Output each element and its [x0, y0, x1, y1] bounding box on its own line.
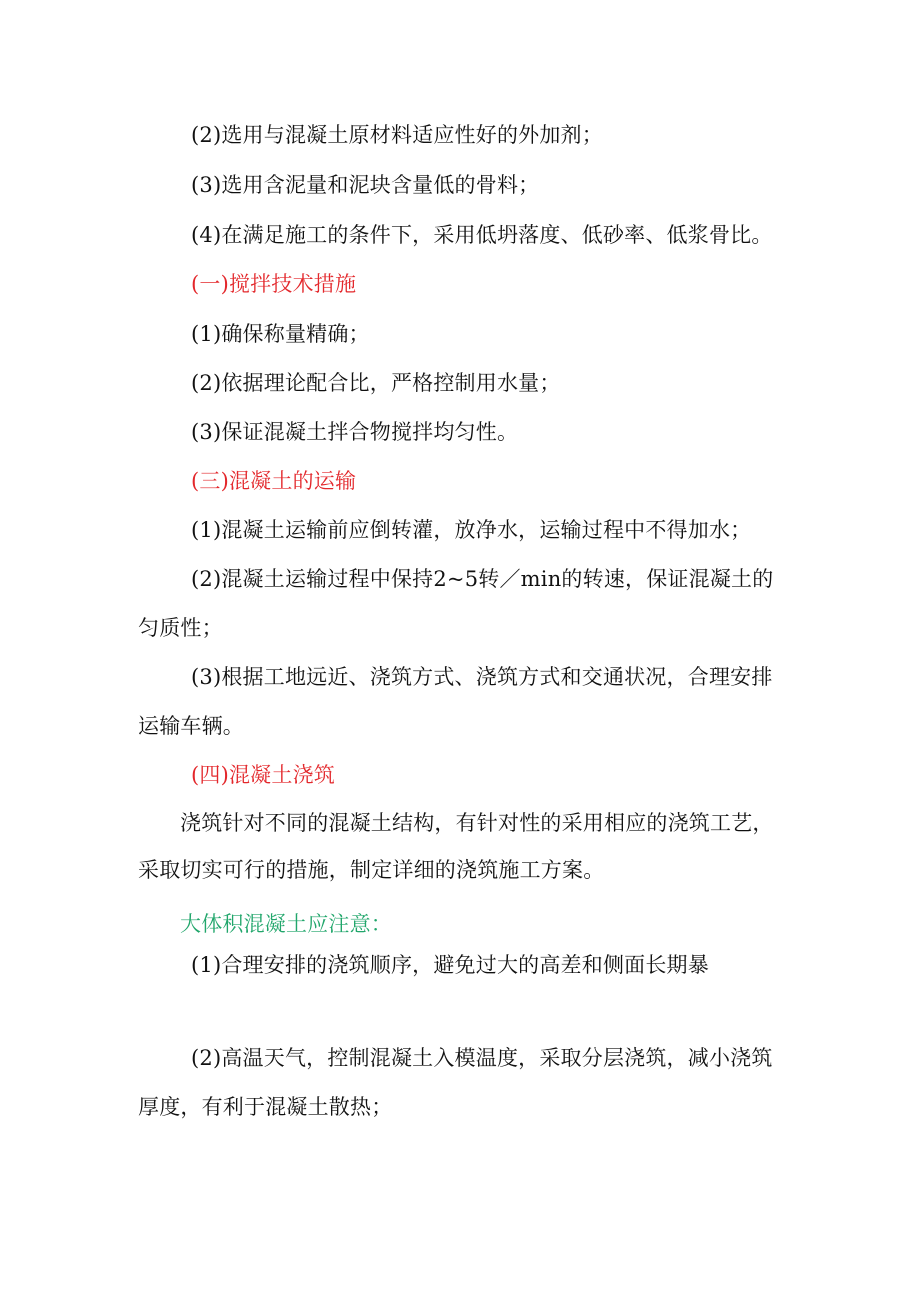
paragraph-line: 运输车辆。	[138, 714, 244, 738]
paragraph-line: (1)混凝土运输前应倒转灌，放净水，运输过程中不得加水；	[191, 518, 752, 542]
section-heading-mixing: (一)搅拌技术措施	[191, 272, 357, 296]
paragraph-line: 匀质性；	[138, 616, 223, 640]
paragraph-line: 厚度，有利于混凝土散热；	[138, 1095, 393, 1119]
paragraph-line: (3)根据工地远近、浇筑方式、浇筑方式和交通状况，合理安排	[191, 665, 773, 689]
section-heading-transport: (三)混凝土的运输	[191, 469, 357, 493]
section-heading-pouring: (四)混凝土浇筑	[191, 763, 335, 787]
paragraph-line: 浇筑针对不同的混凝土结构，有针对性的采用相应的浇筑工艺，	[180, 811, 774, 835]
paragraph-line: (2)高温天气，控制混凝土入模温度，采取分层浇筑，减小浇筑	[191, 1046, 773, 1070]
paragraph-line: (3)选用含泥量和泥块含量低的骨料；	[191, 173, 540, 197]
paragraph-line: (1)合理安排的浇筑顺序，避免过大的高差和侧面长期暴	[191, 953, 709, 977]
paragraph-line: (2)依据理论配合比，严格控制用水量；	[191, 371, 561, 395]
paragraph-line: (2)混凝土运输过程中保持2~5转／min的转速，保证混凝土的	[191, 567, 774, 591]
paragraph-line: (2)选用与混凝土原材料适应性好的外加剂；	[191, 123, 603, 147]
subheading-mass-concrete: 大体积混凝土应注意：	[180, 912, 392, 936]
paragraph-line: (4)在满足施工的条件下，采用低坍落度、低砂率、低浆骨比。	[191, 223, 773, 247]
paragraph-line: (3)保证混凝土拌合物搅拌均匀性。	[191, 420, 519, 444]
paragraph-line: (1)确保称量精确；	[191, 322, 370, 346]
paragraph-line: 采取切实可行的措施，制定详细的浇筑施工方案。	[138, 858, 605, 882]
